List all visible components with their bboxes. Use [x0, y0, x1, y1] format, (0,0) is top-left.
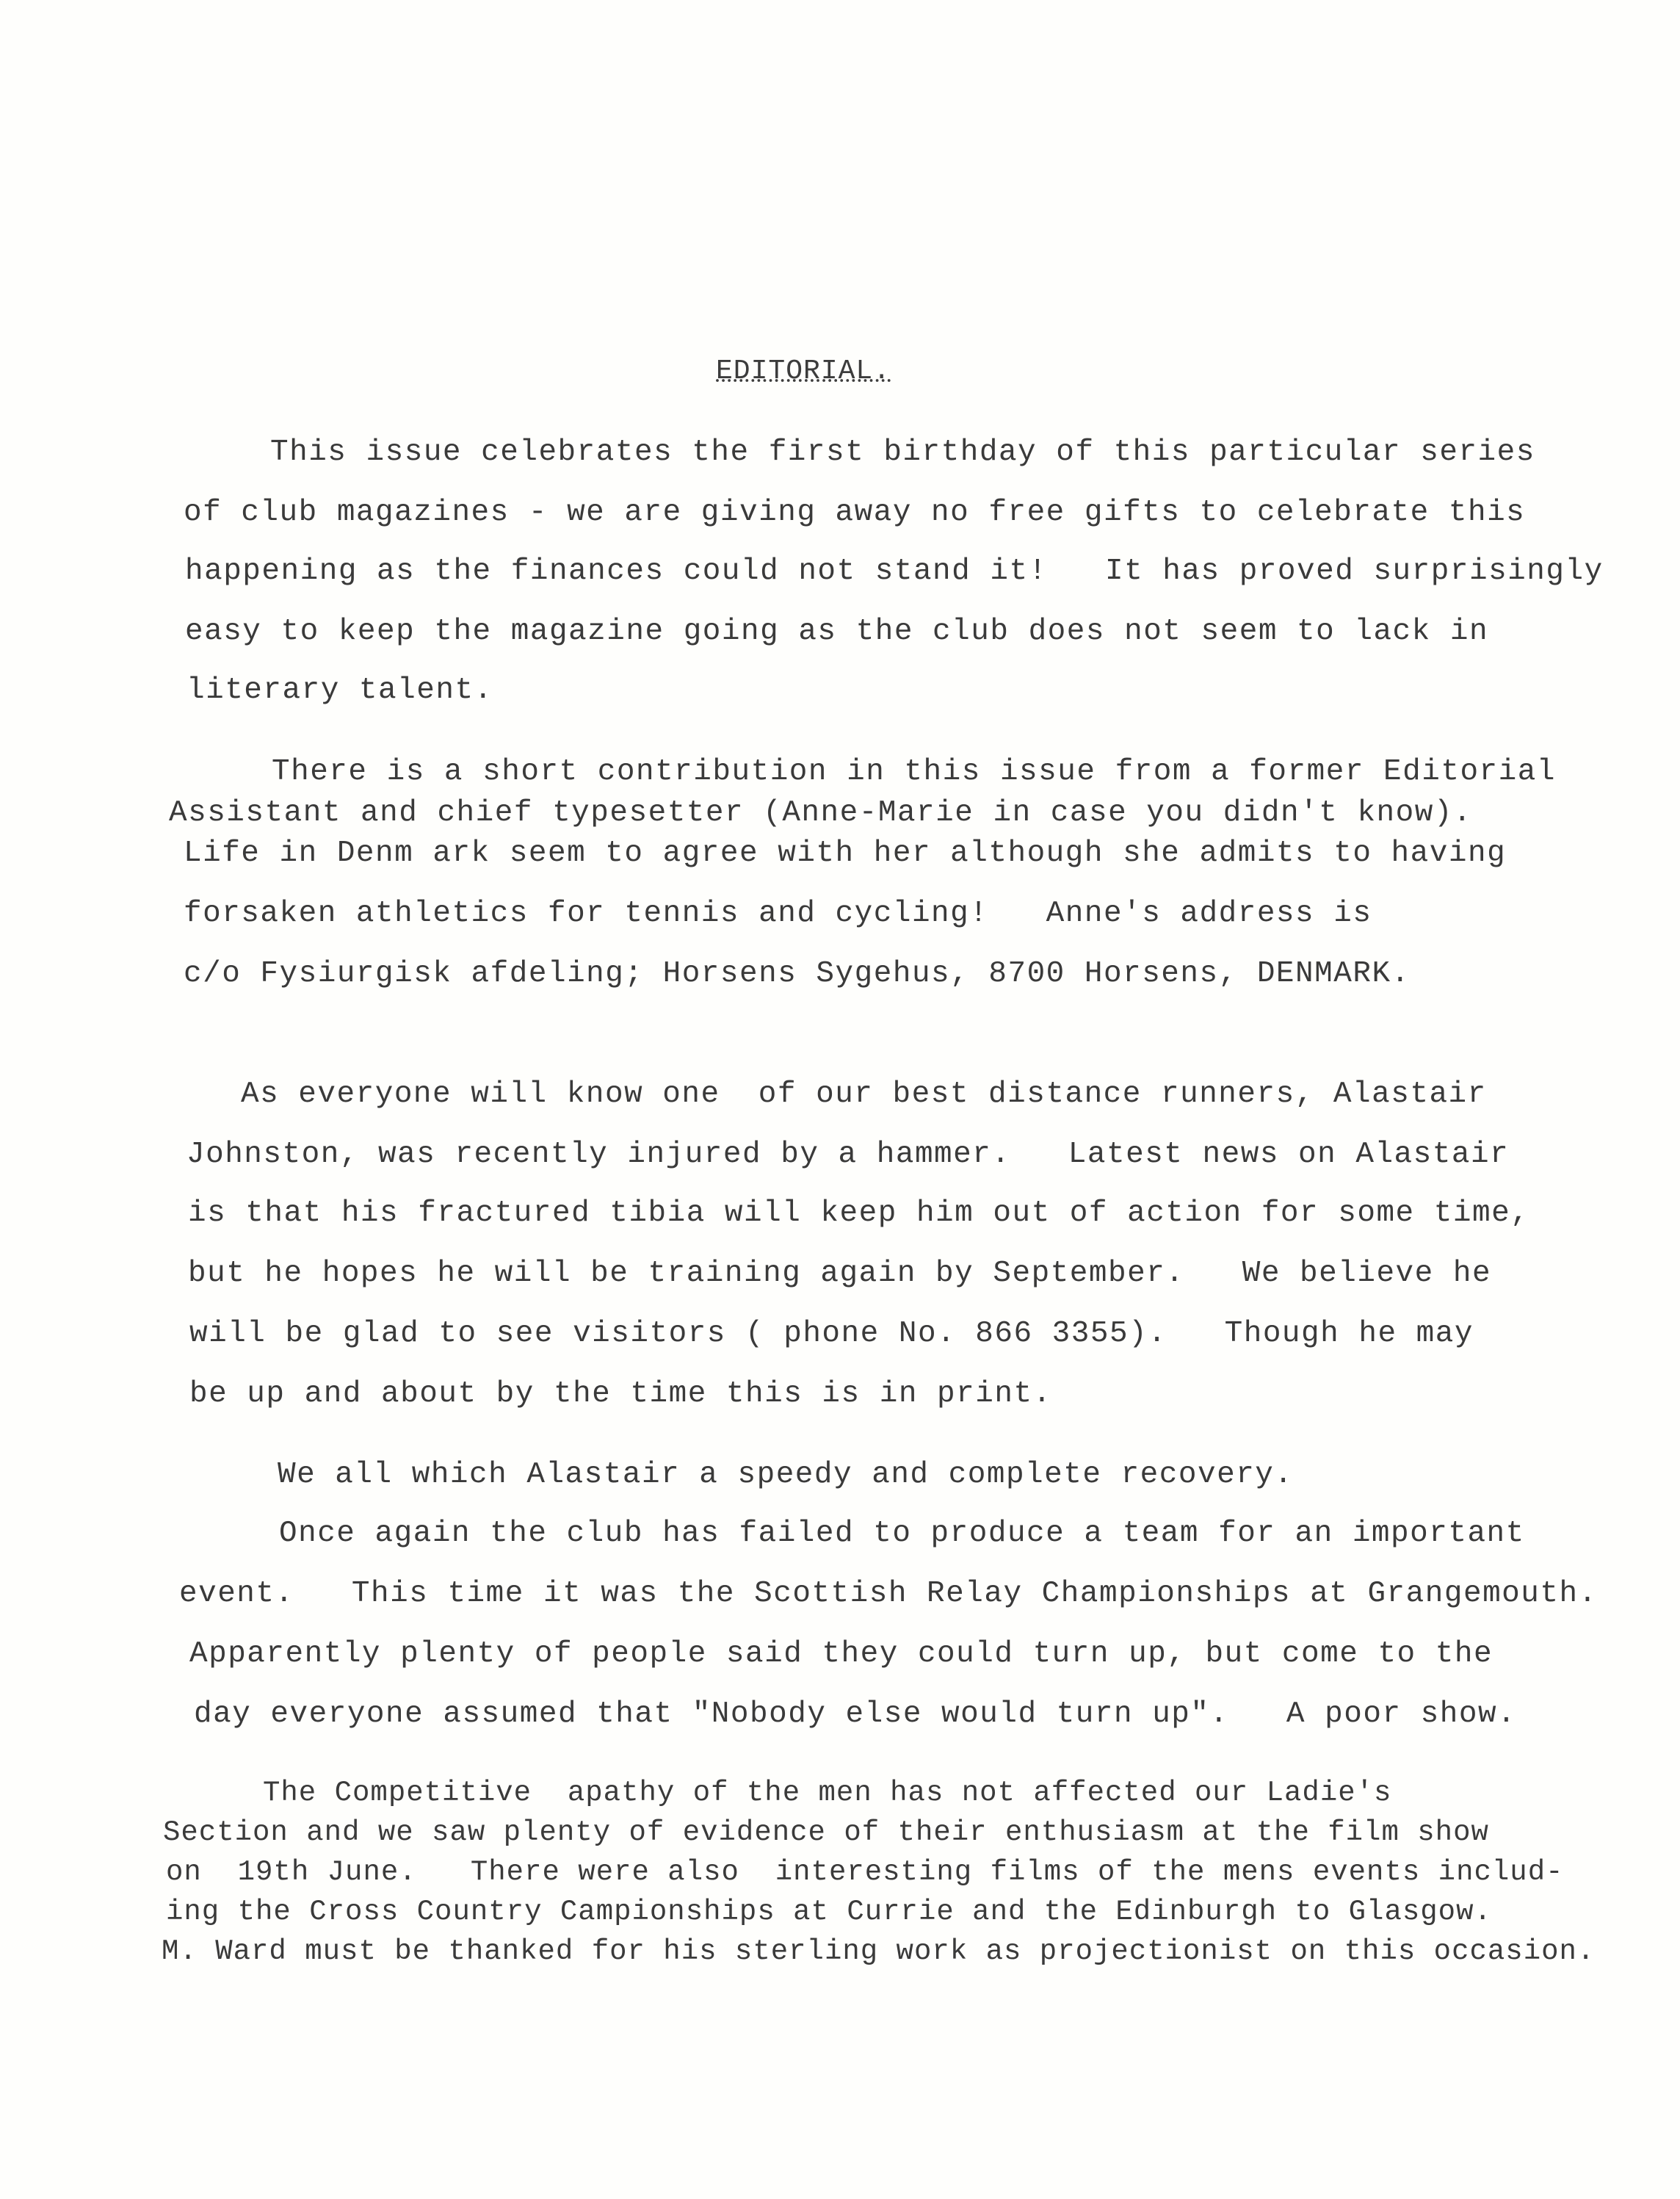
text-line: forsaken athletics for tennis and cycling! Anne's address is [184, 897, 1372, 931]
text-line: Assistant and chief typesetter (Anne-Marie in case you didn't know). [169, 796, 1473, 830]
text-line: Life in Denm ark seem to agree with her although she admits to having [184, 837, 1507, 870]
text-line: literary talent. [187, 674, 493, 707]
text-line: Once again the club has failed to produce a team for an important [279, 1517, 1525, 1550]
text-line: day everyone assumed that "Nobody else would turn up". A poor show. [194, 1697, 1517, 1731]
text-line: As everyone will know one of our best distance runners, Alastair [241, 1077, 1487, 1111]
text-line: This issue celebrates the first birthday of this particular series [270, 436, 1535, 469]
text-line: is that his fractured tibia will keep him out of action for some time, [188, 1196, 1530, 1230]
text-line: of club magazines - we are giving away no free gifts to celebrate this [184, 496, 1526, 530]
text-line: will be glad to see visitors ( phone No. 866 3355). Though he may [189, 1317, 1474, 1351]
text-line: The Competitive apathy of the men has not affected our Ladie's [263, 1777, 1392, 1809]
text-line: on 19th June. There were also interesting films of the mens events includ- [166, 1856, 1564, 1888]
text-line: Section and we saw plenty of evidence of their enthusiasm at the film show [163, 1816, 1489, 1849]
text-line: ing the Cross Country Campionships at Currie and the Edinburgh to Glasgow. [166, 1896, 1492, 1928]
text-line: be up and about by the time this is in print. [189, 1377, 1052, 1411]
text-line: Johnston, was recently injured by a hammer. Latest news on Alastair [187, 1138, 1510, 1171]
text-line: happening as the finances could not stand it! It has proved surprisingly [185, 555, 1604, 588]
text-line: M. Ward must be thanked for his sterling work as projectionist on this occasion. [162, 1935, 1596, 1968]
text-line: Apparently plenty of people said they could turn up, but come to the [189, 1637, 1493, 1671]
text-line: but he hopes he will be training again by September. We believe he [188, 1257, 1492, 1290]
text-line: There is a short contribution in this issue from a former Editorial [272, 755, 1556, 789]
text-line: c/o Fysiurgisk afdeling; Horsens Sygehus, 8700 Horsens, DENMARK. [184, 957, 1411, 991]
text-line: We all which Alastair a speedy and complete recovery. [278, 1458, 1294, 1492]
text-line: event. This time it was the Scottish Relay Championships at Grangemouth. [179, 1577, 1598, 1611]
text-line: easy to keep the magazine going as the club does not seem to lack in [185, 615, 1489, 649]
page-title: EDITORIAL. [716, 355, 891, 387]
